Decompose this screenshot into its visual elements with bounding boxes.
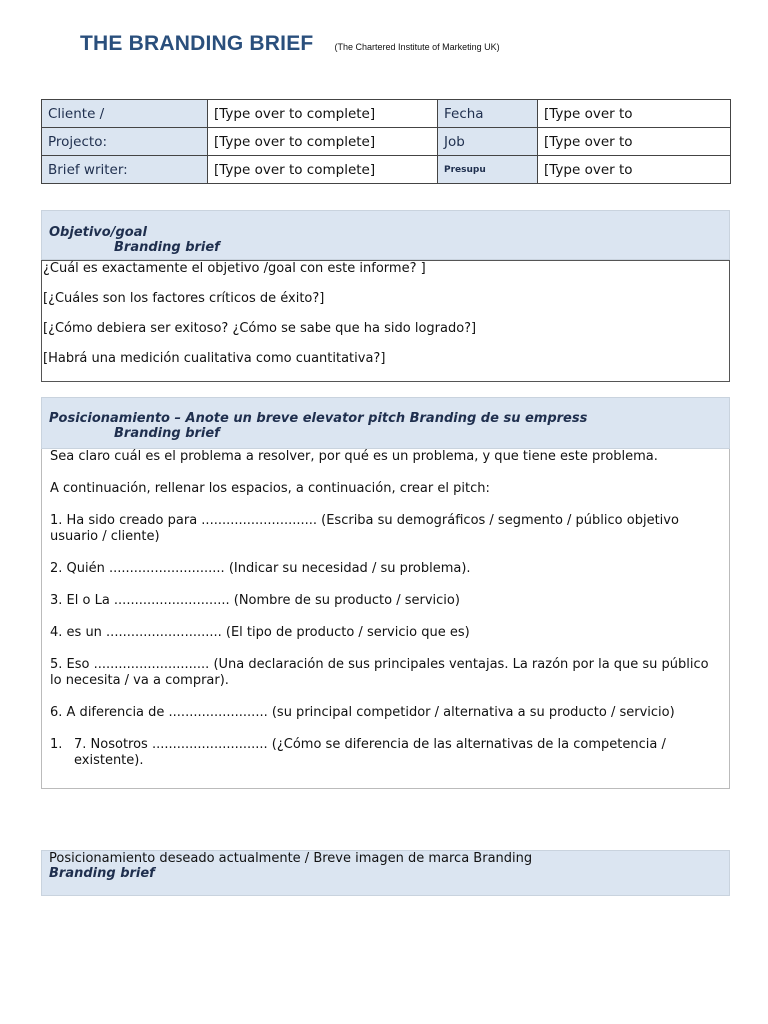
pitch-item: 5. Eso ............................ (Una declaración de sus principales ventajas. La razón por la que su público lo necesita / va a comprar). xyxy=(50,657,709,688)
job-field[interactable]: [Type over to xyxy=(538,128,731,156)
table-row xyxy=(42,100,731,128)
header xyxy=(80,32,500,56)
objetivo-line: [¿Cuáles son los factores críticos de éxito?] xyxy=(43,291,325,306)
client-field[interactable]: [Type over to complete] xyxy=(208,100,438,128)
deseado-header xyxy=(41,850,730,896)
pitch-item: 1. Ha sido creado para ............................ (Escriba su demográficos / segmento / público objetivo usuario / cliente) xyxy=(50,513,679,544)
pitch-item-list xyxy=(50,737,721,769)
pitch-item: 3. El o La ............................ (Nombre de su producto / servicio) xyxy=(50,593,460,608)
client-label: Cliente / xyxy=(42,100,208,128)
deseado-heading: Posicionamiento deseado actualmente / Breve imagen de marca Branding xyxy=(49,851,533,866)
brief-writer-label: Brief writer: xyxy=(42,156,208,184)
budget-field[interactable]: [Type over to xyxy=(538,156,731,184)
objetivo-subheading: Branding brief xyxy=(114,240,220,255)
pitch-item: 2. Quién ............................ (Indicar su necesidad / su problema). xyxy=(50,561,471,576)
project-label: Projecto: xyxy=(42,128,208,156)
job-label: Job xyxy=(438,128,538,156)
posicionamiento-body[interactable] xyxy=(41,449,730,789)
project-field[interactable]: [Type over to complete] xyxy=(208,128,438,156)
objetivo-section xyxy=(41,210,730,382)
objetivo-line: ¿Cuál es exactamente el objetivo /goal con este informe? ] xyxy=(43,261,426,276)
objetivo-heading: Objetivo/goal xyxy=(49,225,147,240)
posicionamiento-header xyxy=(41,397,730,449)
posicionamiento-heading: Posicionamiento – Anote un breve elevator pitch Branding de su empress xyxy=(49,411,588,426)
pitch-item: 7. Nosotros ............................ (¿Cómo se diferencia de las alternativas de la competencia / existente). xyxy=(74,737,666,768)
pitch-item: 4. es un ............................ (El tipo de producto / servicio que es) xyxy=(50,625,470,640)
brief-writer-field[interactable]: [Type over to complete] xyxy=(208,156,438,184)
deseado-subheading: Branding brief xyxy=(49,866,155,881)
deseado-section xyxy=(41,850,730,896)
info-table xyxy=(41,99,731,184)
list-number: 1. xyxy=(50,737,63,752)
table-row xyxy=(42,156,731,184)
page-title: THE BRANDING BRIEF xyxy=(80,32,314,55)
pitch-intro: A continuación, rellenar los espacios, a continuación, crear el pitch: xyxy=(50,481,490,496)
date-label: Fecha xyxy=(438,100,538,128)
posicionamiento-subheading: Branding brief xyxy=(114,426,220,441)
objetivo-line: [¿Cómo debiera ser exitoso? ¿Cómo se sabe que ha sido logrado?] xyxy=(43,321,477,336)
page-subtitle: (The Chartered Institute of Marketing UK) xyxy=(334,42,500,52)
objetivo-line: [Habrá una medición cualitativa como cuantitativa?] xyxy=(43,351,386,366)
budget-label: Presupu xyxy=(438,156,538,184)
pitch-intro: Sea claro cuál es el problema a resolver, por qué es un problema, y que tiene este problema. xyxy=(50,449,658,464)
pitch-item: 6. A diferencia de ........................ (su principal competidor / alternativa a su producto / servicio) xyxy=(50,705,675,720)
table-row xyxy=(42,128,731,156)
posicionamiento-section xyxy=(41,397,730,789)
date-field[interactable]: [Type over to xyxy=(538,100,731,128)
objetivo-header xyxy=(41,210,730,260)
objetivo-body[interactable] xyxy=(41,260,730,382)
